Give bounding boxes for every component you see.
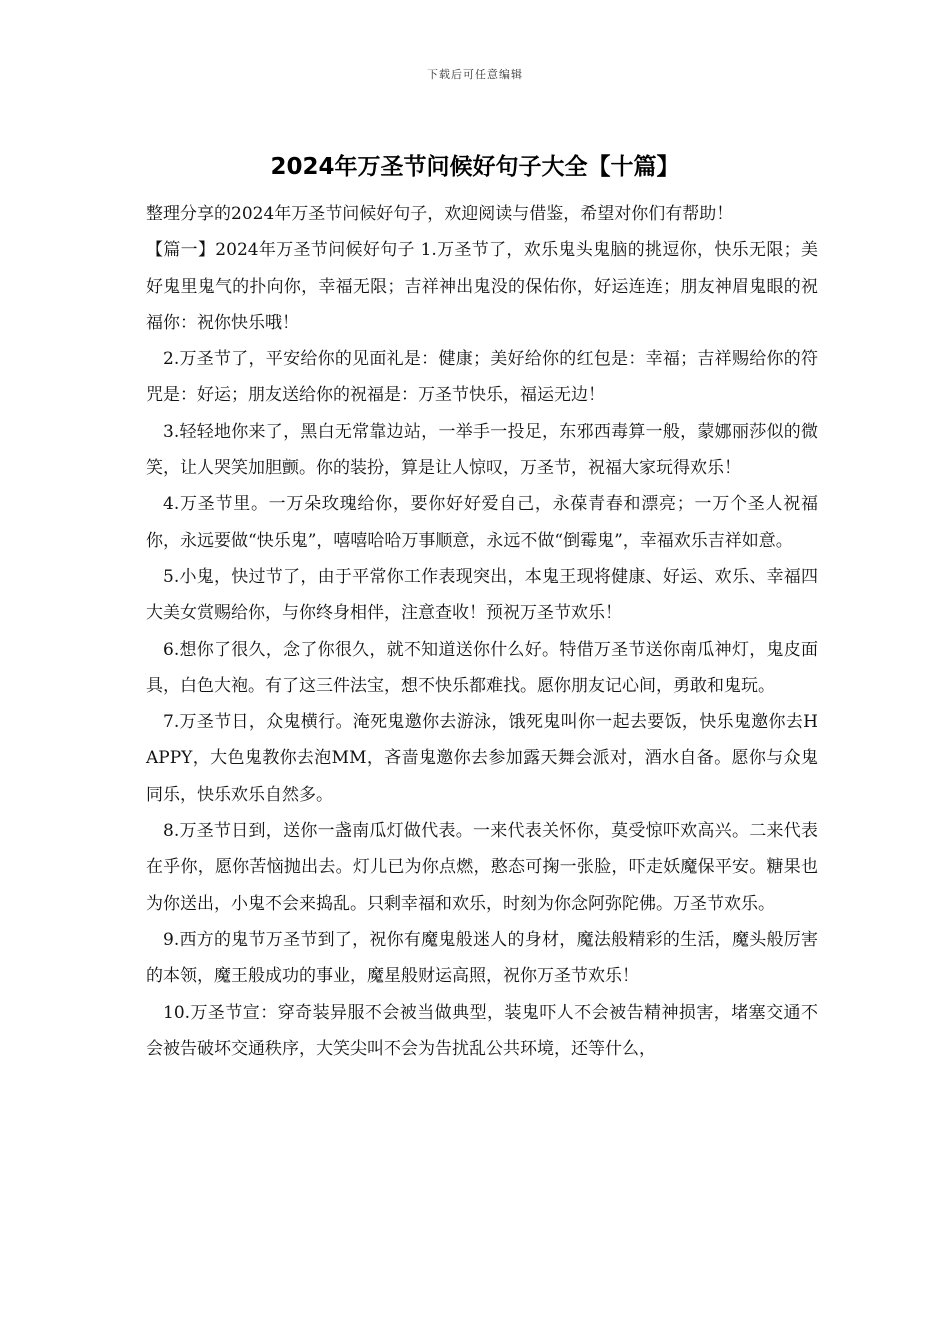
paragraph-6: 6.想你了很久，念了你很久，就不知道送你什么好。特借万圣节送你南瓜神灯，鬼皮面具，白色大袍。有了这三件法宝，想不快乐都难找。愿你朋友记心间，勇敢和鬼玩。 [146,639,818,696]
paragraph-2: 2.万圣节了，平安给你的见面礼是：健康；美好给你的红包是：幸福；吉祥赐给你的符咒是：好运；朋友送给你的祝福是：万圣节快乐，福运无边！ [146,349,818,406]
paragraph-1: 【篇一】2024年万圣节问候好句子 1.万圣节了，欢乐鬼头鬼脑的挑逗你，快乐无限；美好鬼里鬼气的扑向你，幸福无限；吉祥神出鬼没的保佑你，好运连连；朋友神眉鬼眼的祝福你：祝你快乐哦！ [146,240,818,333]
paragraph-9: 9.西方的鬼节万圣节到了，祝你有魔鬼般迷人的身材，魔法般精彩的生活，魔头般厉害的本领，魔王般成功的事业，魔星般财运高照，祝你万圣节欢乐！ [146,929,818,987]
document-body [146,196,818,1067]
header-note: 下载后可任意编辑 [427,68,523,81]
paragraph-7: 7.万圣节日，众鬼横行。淹死鬼邀你去游泳，饿死鬼叫你一起去要饭，快乐鬼邀你去HAPPY，大色鬼教你去泡MM，吝啬鬼邀你去参加露天舞会派对，酒水自备。愿你与众鬼同乐，快乐欢乐自然多。 [146,712,818,805]
paragraph-3: 3.轻轻地你来了，黑白无常靠边站，一举手一投足，东邪西毒算一般，蒙娜丽莎似的微笑，让人哭笑加胆颤。你的装扮，算是让人惊叹，万圣节，祝福大家玩得欢乐！ [146,421,818,479]
paragraph-10: 10.万圣节宣：穿奇装异服不会被当做典型，装鬼吓人不会被告精神损害，堵塞交通不会被告破坏交通秩序，大笑尖叫不会为告扰乱公共环境，还等什么， [146,1002,818,1059]
paragraph-8: 8.万圣节日到，送你一盏南瓜灯做代表。一来代表关怀你，莫受惊吓欢高兴。二来代表在乎你，愿你苦恼抛出去。灯儿已为你点燃，憨态可掬一张脸，吓走妖魔保平安。糖果也为你送出，小鬼不会来捣乱。只剩幸福和欢乐，时刻为你念阿弥陀佛。万圣节欢乐。 [146,821,818,914]
document-title: 2024年万圣节问候好句子大全【十篇】 [270,154,680,180]
paragraph-5: 5.小鬼，快过节了，由于平常你工作表现突出，本鬼王现将健康、好运、欢乐、幸福四大美女赏赐给你，与你终身相伴，注意查收！预祝万圣节欢乐！ [146,566,818,624]
intro-paragraph: 整理分享的2024年万圣节问候好句子，欢迎阅读与借鉴，希望对你们有帮助！ [146,204,734,224]
paragraph-4: 4.万圣节里。一万朵玫瑰给你，要你好好爱自己，永葆青春和漂亮；一万个圣人祝福你，永远要做“快乐鬼”，嘻嘻哈哈万事顺意，永远不做“倒霉鬼”，幸福欢乐吉祥如意。 [146,494,818,551]
